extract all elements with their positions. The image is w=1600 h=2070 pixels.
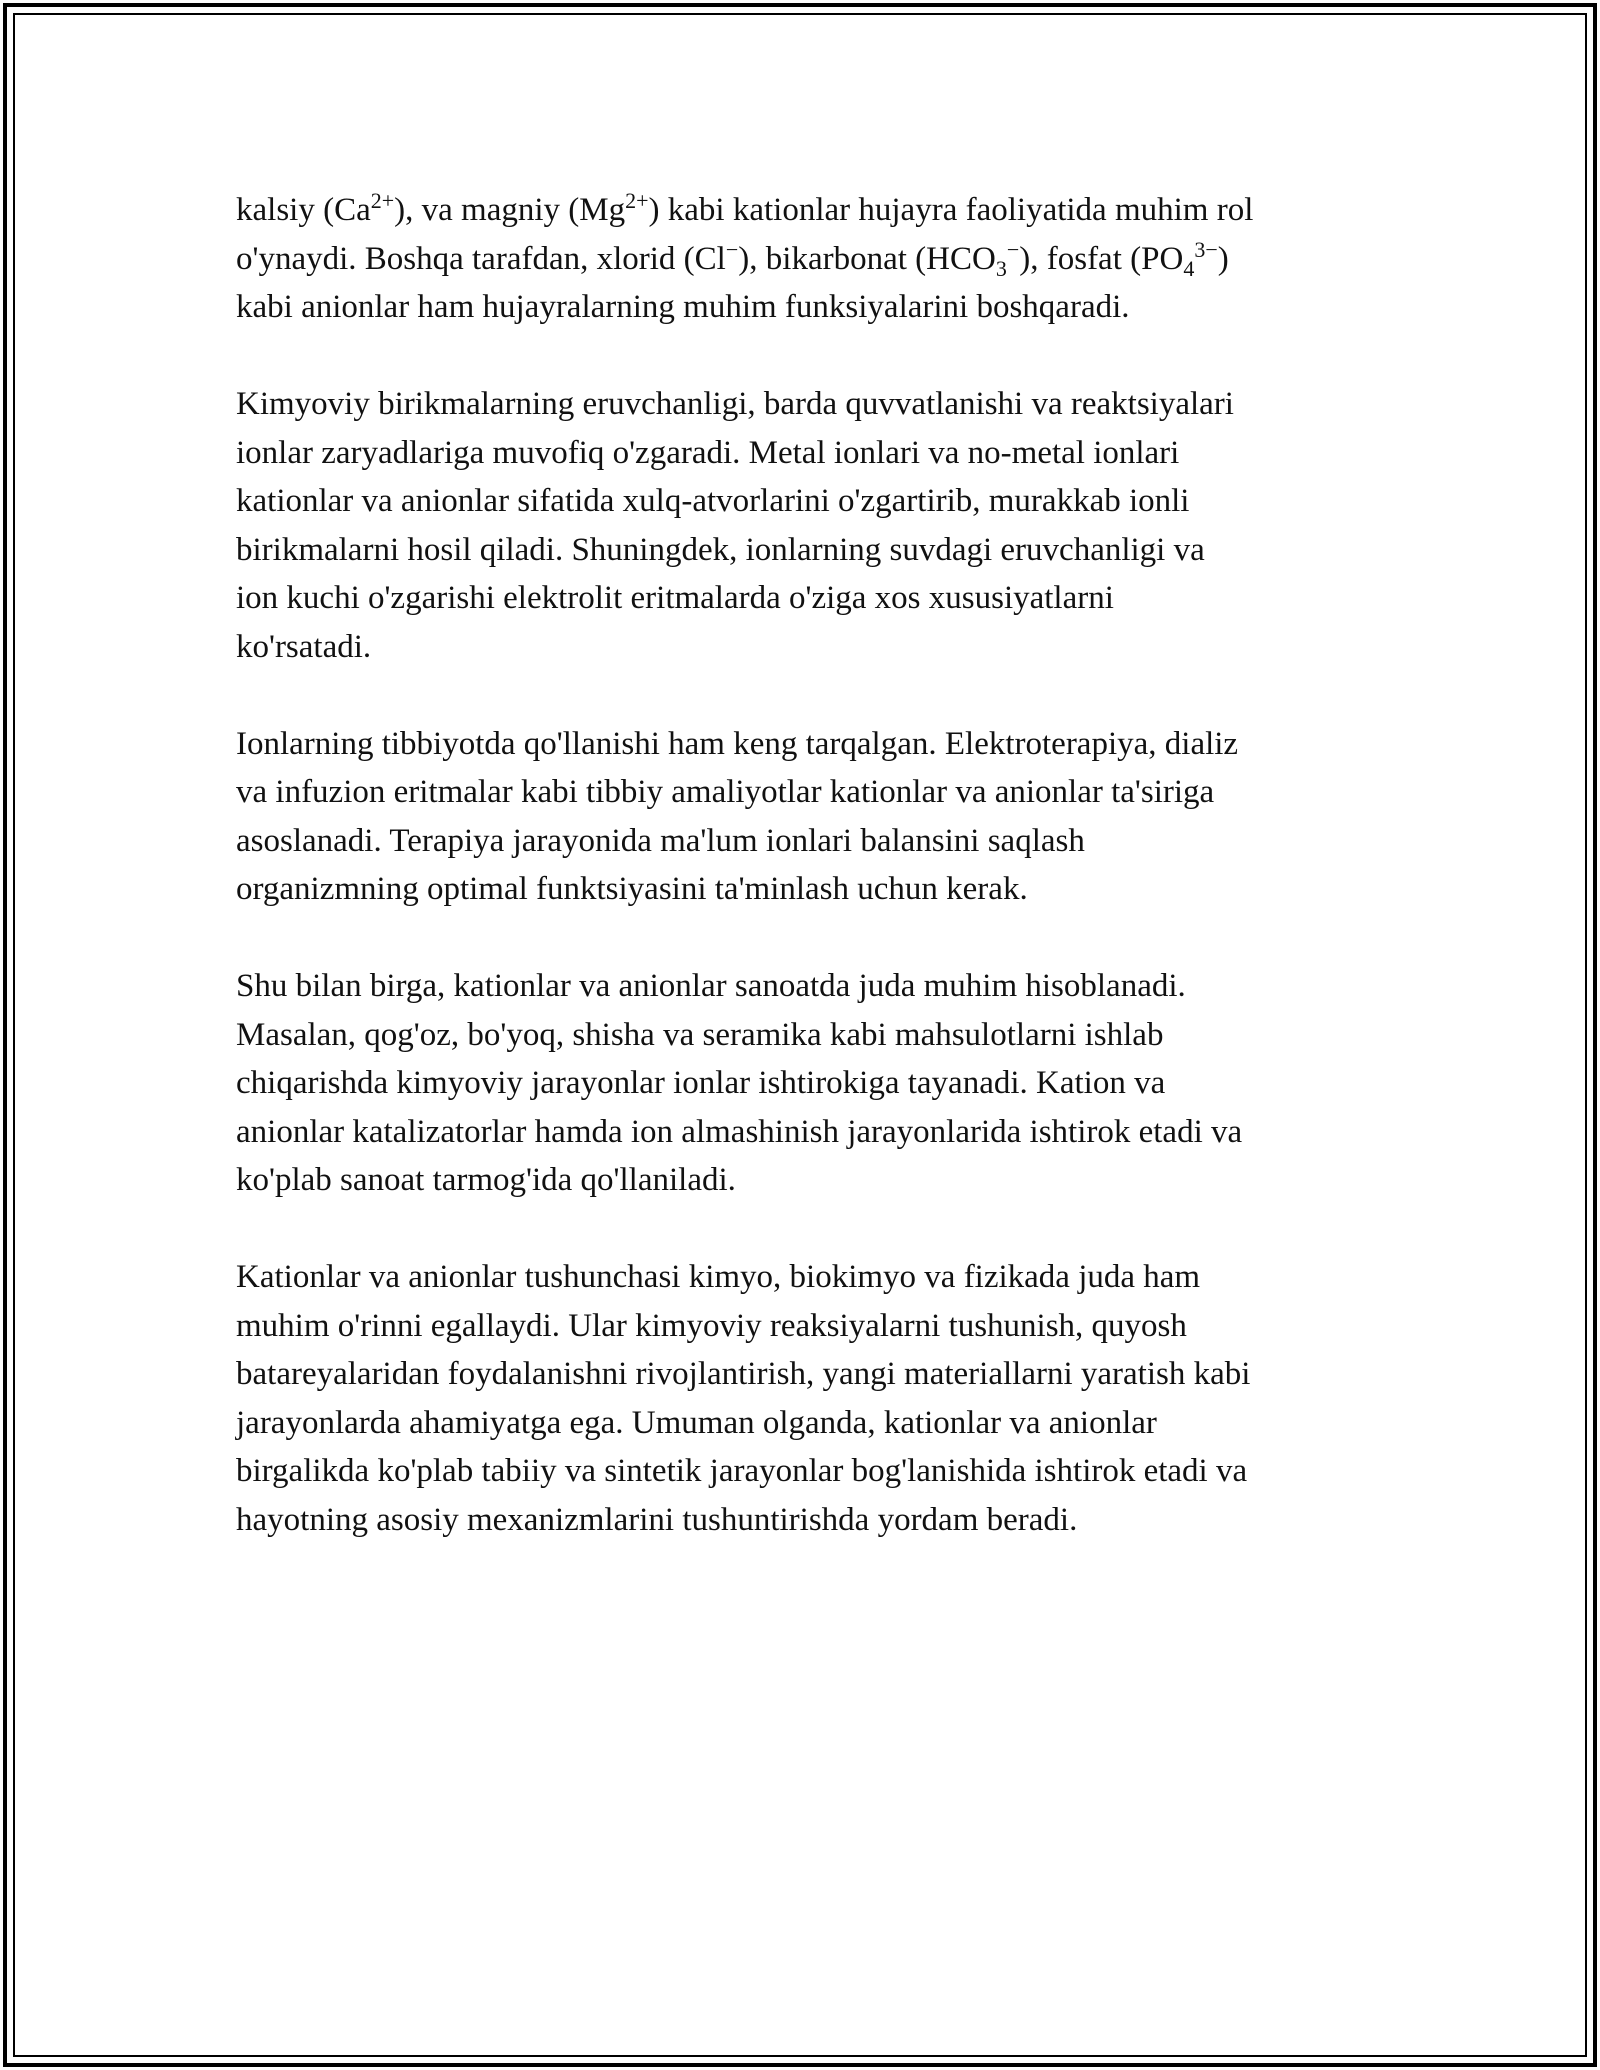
paragraph-medicine: Ionlarning tibbiyotda qo'llanishi ham keng tarqalgan. Elektroterapiya, dializ va infuzion eritmalar kabi tibbiy amaliyotlar kationlar va anionlar ta'siriga asoslanadi. Terapiya jarayonida ma'lum ionlari balansini saqlash organizmning optimal funktsiyasini ta'minlash uchun kerak. xyxy=(236,725,1239,907)
phosphate-ion: $PO_4^{3-}$ xyxy=(1141,236,1218,281)
magnesium-ion: $Mg^{2+}$ xyxy=(579,188,649,228)
calcium-ion: $Ca^{2+}$ xyxy=(334,188,395,228)
bicarbonate-ion: $HCO_3^-$ xyxy=(926,236,1020,281)
intro-text-2: ), va magniy ( xyxy=(394,192,580,228)
intro-text-5: ), fosfat ( xyxy=(1019,240,1142,277)
paragraph-solubility: Kimyoviy birikmalarning eruvchanligi, barda quvvatlanishi va reaktsiyalari ionlar zaryadlariga muvofiq o'zgaradi. Metal ionlari va no-metal ionlari kationlar va anionlar sifatida xulq-atvorlarini o'zgartirib, murakkab ionli birikmalarni hosil qiladi. Shuningdek, ionlarning suvdagi eruvchanligi va ion kuchi o'zgarishi elektrolit eritmalarda o'ziga xos xususiyatlarni ko'rsatadi. xyxy=(236,386,1234,665)
paragraph-industry: Shu bilan birga, kationlar va anionlar sanoatda juda muhim hisoblanadi. Masalan, qog'oz, bo'yoq, shisha va seramika kabi mahsulotlarni ishlab chiqarishda kimyoviy jarayonlar ionlar ishtirokiga tayanadi. Kation va anionlar katalizatorlar hamda ion almashinish jarayonlarida ishtirok etadi va ko'plab sanoat tarmog'ida qo'llaniladi. xyxy=(236,968,1243,1198)
intro-text-6: ) kabi anionlar ham hujayralarning muhim funksiyalarini boshqaradi. xyxy=(236,240,1229,325)
intro-text-3: ) kabi kationlar hujayra faoliyatida muhim rol o'ynaydi. Boshqa tarafdan, xlorid ( xyxy=(236,192,1254,277)
intro-text-1: kalsiy ( xyxy=(236,192,335,228)
paragraph-conclusion: Kationlar va anionlar tushunchasi kimyo, biokimyo va fizikada juda ham muhim o'rinni egallaydi. Ular kimyoviy reaksiyalarni tushunish, quyosh batareyalaridan foydalanishni rivojlantirish, yangi materiallarni yaratish kabi jarayonlarda ahamiyatga ega. Umuman olganda, kationlar va anionlar birgalikda ko'plab tabiiy va sintetik jarayonlar bog'lanishida ishtirok etadi va hayotning asosiy mexanizmlarini tushuntirishda yordam beradi. xyxy=(236,1259,1251,1538)
intro-text-4: ), bikarbonat ( xyxy=(738,240,927,277)
document-body xyxy=(236,186,1386,1544)
chloride-ion: Cl− xyxy=(694,236,739,277)
paragraph-ions-intro xyxy=(236,186,1386,332)
